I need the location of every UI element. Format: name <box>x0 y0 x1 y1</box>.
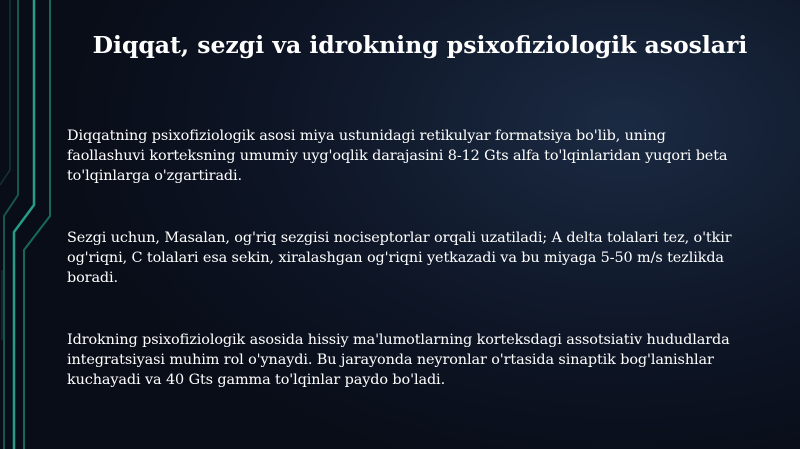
paragraph-attention: Diqqatning psixofiziologik asosi miya ustunidagi retikulyar formatsiya bo'lib, uning faollashuvi korteksning umumiy uyg'oqlik darajasini 8-12 Gts alfa to'lqinlaridan yuqori beta to'lqinlarga o'zgartiradi. <box>67 128 728 184</box>
paragraph-perception: Idrokning psixofiziologik asosida hissiy ma'lumotlarning korteksdagi assotsiativ hududlarda integratsiyasi muhim rol o'ynaydi. Bu jarayonda neyronlar o'rtasida sinaptik bog'lanishlar kuchayadi va 40 Gts gamma to'lqinlar paydo bo'ladi. <box>67 332 730 388</box>
paragraph-sensation: Sezgi uchun, Masalan, og'riq sezgisi nociseptorlar orqali uzatiladi; A delta tolalari tez, o'tkir og'riqni, C tolalari esa sekin, xiralashgan og'riqni yetkazadi va bu miyaga 5-50 m/s tezlikda boradi. <box>67 230 732 286</box>
slide-title: Diqqat, sezgi va idrokning psixofiziologik asoslari <box>92 31 748 59</box>
